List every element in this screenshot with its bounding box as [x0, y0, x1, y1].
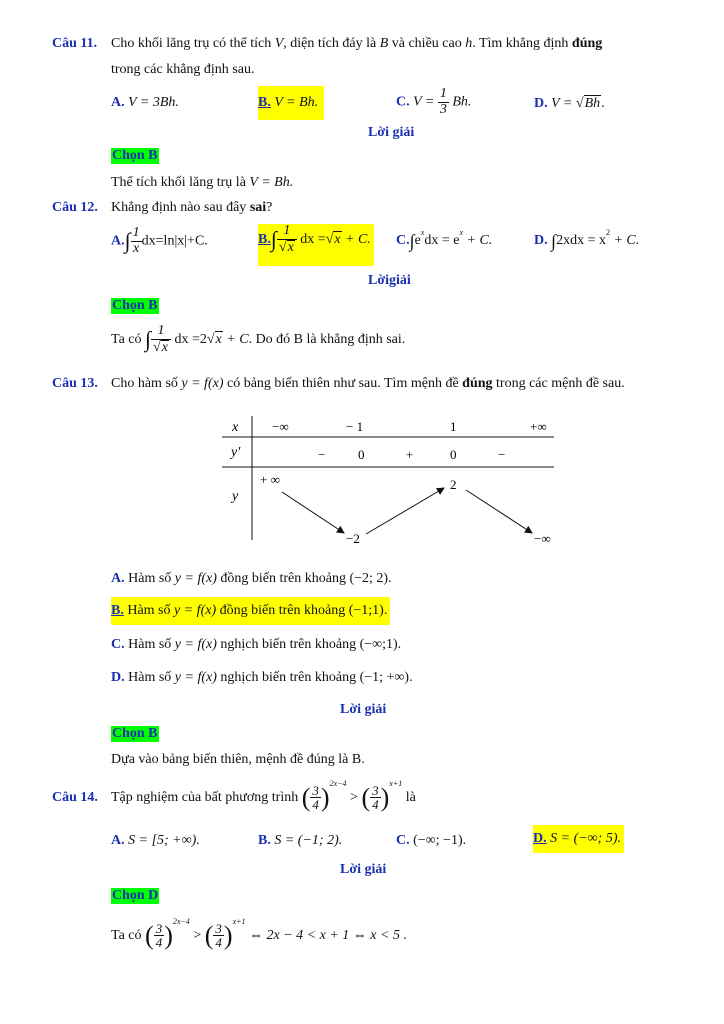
x-value-neg-1: − 1 — [346, 419, 364, 434]
q14-option-b[interactable]: B. S = (−1; 2). — [258, 833, 343, 848]
integral-sign: ∫ — [551, 231, 557, 251]
q12-option-b-correct[interactable]: B.∫ $\frac{1}{√x}$ dx =√x + C. — [258, 224, 374, 266]
question-11-text-line2: trong các khẳng định sau. — [111, 62, 255, 77]
integral-sign: ∫ — [124, 228, 131, 254]
yp-sign-2: 0 — [358, 447, 365, 462]
x-value-pos-inf: +∞ — [530, 419, 547, 434]
question-12-number: Câu 12. — [52, 200, 98, 215]
q11-option-c[interactable]: C. V = $\frac{1}{3}$ Bh. — [396, 86, 472, 117]
y-value-pos-inf: + ∞ — [260, 472, 280, 487]
y-value-neg-inf: −∞ — [534, 531, 551, 546]
question-13-number: Câu 13. — [52, 376, 98, 391]
integral-sign: ∫ — [145, 326, 152, 352]
yp-sign-5: − — [498, 447, 506, 462]
q13-option-b-correct[interactable]: B. Hàm số y = f(x) đồng biến trên khoảng (−1;1). — [111, 597, 390, 625]
y-value-neg-2: −2 — [346, 531, 360, 546]
q11-option-d[interactable]: D. V = √Bh. — [534, 96, 605, 111]
question-14-number: Câu 14. — [52, 790, 98, 805]
x-value-1: 1 — [450, 419, 457, 434]
y-value-2: 2 — [450, 477, 457, 492]
q11-option-a[interactable]: A. V = 3Bh. — [111, 95, 179, 110]
integral-sign: ∫ — [409, 231, 415, 251]
q13-option-d[interactable]: D. Hàm số y = f(x) nghịch biến trên khoảng (−1; +∞). — [111, 670, 413, 685]
question-14-text: Tập nghiệm của bất phương trình ( $\frac{3}{4}$ )$^{2x-4}$ > ( $\frac{3}{4}$ )$^{x+1}$ là — [111, 779, 416, 813]
question-11-text: Cho khối lăng trụ có thể tích V, diện tích đáy là B và chiều cao h. Tìm khẳng định đúng — [111, 36, 603, 51]
q14-option-c[interactable]: C. (−∞; −1). — [396, 833, 467, 848]
q12-option-c[interactable]: $C.\int e^xdx = e^x + C$. — [396, 228, 493, 251]
q13-solution-title: Lời giải — [340, 702, 387, 717]
variation-table — [222, 412, 558, 550]
q12-answer-choice: Chọn B — [112, 298, 158, 313]
integral-sign: ∫ — [270, 226, 277, 252]
decreasing-arrow-2 — [466, 490, 532, 533]
q11-explanation: Thể tích khối lăng trụ là V = Bh. — [111, 175, 294, 190]
question-12-text: Khẳng định nào sau đây sai? — [111, 200, 273, 215]
q12-explanation: Ta có ∫ $\frac{1}{√x}$ dx =2√x + C. Do đó B là khẳng định sai. — [111, 323, 406, 355]
q14-answer-choice: Chọn D — [112, 888, 159, 903]
increasing-arrow — [366, 488, 444, 534]
q13-answer-choice: Chọn B — [112, 726, 158, 741]
yp-sign-4: 0 — [450, 447, 457, 462]
q13-option-a[interactable]: A. Hàm số y = f(x) đồng biến trên khoảng (−2; 2). — [111, 571, 392, 586]
yp-sign-1: − — [318, 447, 326, 462]
row-label-x: x — [232, 420, 239, 435]
decreasing-arrow-1 — [282, 492, 344, 533]
row-label-yp: y′ — [231, 445, 241, 460]
q12-option-a[interactable]: A.∫ $\frac{1}{x}$ dx=ln|x|+C. — [111, 225, 208, 256]
question-13-text: Cho hàm số y = f(x) có bảng biến thiên như sau. Tìm mệnh đề đúng trong các mệnh đề sau. — [111, 376, 625, 391]
q14-option-d-correct[interactable]: D. S = (−∞; 5). — [533, 825, 624, 853]
x-value-neg-inf: −∞ — [272, 419, 289, 434]
q12-option-d[interactable]: D. $\int 2xdx = x^2 + C$. — [534, 228, 640, 251]
yp-sign-3: + — [406, 447, 414, 462]
q11-answer-choice: Chọn B — [112, 148, 158, 163]
row-label-y: y — [232, 489, 239, 504]
q14-explanation: Ta có ( $\frac{3}{4}$ )$^{2x-4}$ > ( $\frac{3}{4}$ )$^{x+1}$ ⇔ 2x − 4 < x + 1 ⇔ x < 5 . — [111, 917, 407, 951]
q11-solution-title: Lời giải — [368, 125, 415, 140]
question-11-number: Câu 11. — [52, 36, 98, 51]
q12-solution-title: Lờigiải — [368, 273, 411, 288]
q14-solution-title: Lời giải — [340, 862, 387, 877]
fraction-one-third: $\frac{1}{3}$ — [439, 86, 447, 117]
q14-option-a[interactable]: A. S = [5; +∞). — [111, 833, 200, 848]
q11-option-b-correct[interactable]: B. V = Bh. — [258, 86, 324, 120]
q13-option-c[interactable]: C. Hàm số y = f(x) nghịch biến trên khoảng (−∞;1). — [111, 637, 402, 652]
q13-explanation: Dựa vào bảng biến thiên, mệnh đề đúng là B. — [111, 752, 365, 767]
